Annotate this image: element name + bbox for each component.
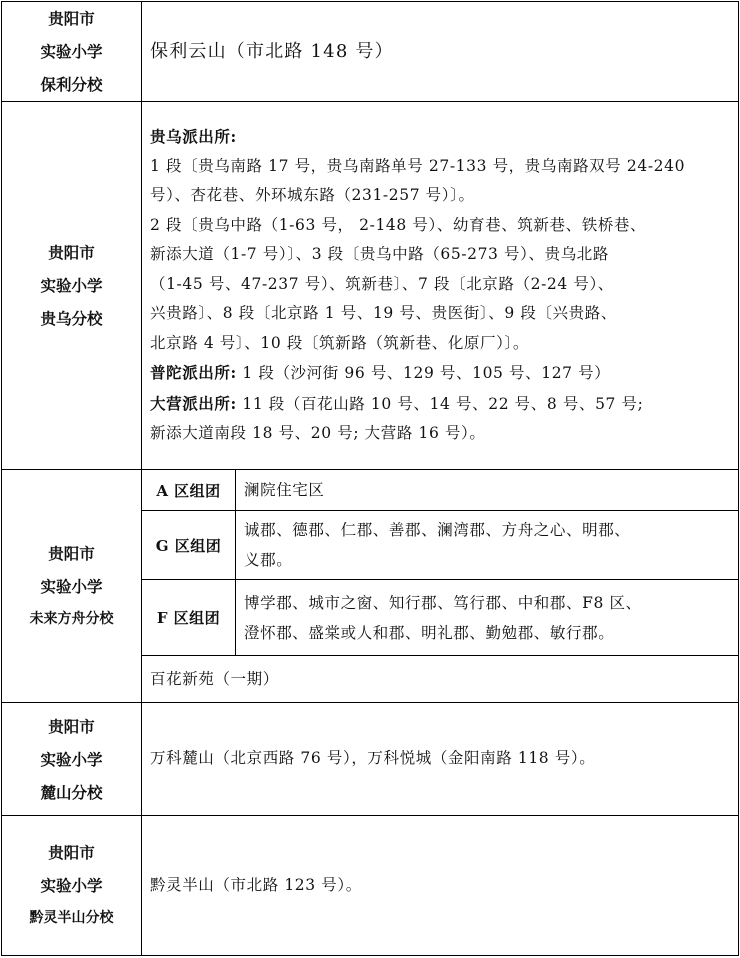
extra-area-cell [142,656,739,703]
extra-area: 百花新苑（一期） [150,670,279,688]
group-label-cell [142,580,236,656]
school-name-cell [2,816,142,956]
group-label: G 区组团 [155,536,222,555]
group-label: F 区组团 [156,609,221,627]
area-line: 2 段〔贵乌中路（1-63 号， 2-148 号）、幼育巷、筑新巷、铁桥巷、 [150,215,647,234]
area-line [150,389,730,420]
school-branch: 保利分校 [40,75,103,94]
group-value-cell [236,470,739,511]
school-name-cell [2,102,142,470]
station-heading: 大营派出所: [150,393,237,413]
area-cell [142,102,739,470]
school-type: 实验小学 [40,576,103,596]
group-value: 诚郡、德郡、仁郡、善郡、澜湾郡、方舟之心、明郡、 [244,521,631,539]
area-line: 北京路 4 号〕、10 段〔筑新路（筑新巷、化原厂）〕。 [150,333,529,352]
table-row [2,703,739,816]
school-branch: 麓山分校 [40,782,103,802]
area-cell [142,2,739,102]
school-city: 贵阳市 [48,243,95,262]
school-branch: 黔灵半山分校 [29,910,114,926]
table-row [2,2,739,102]
area-text: 黔灵半山（市北路 123 号）。 [150,875,362,894]
school-city: 贵阳市 [48,543,95,563]
area-line [150,358,730,389]
area-line: 新添大道南段 18 号、20 号; 大营路 16 号）。 [150,424,486,443]
school-city: 贵阳市 [48,9,95,28]
group-label-cell [142,470,236,511]
group-value: 博学郡、城市之窗、知行郡、笃行郡、中和郡、F8 区、 [244,593,642,612]
group-label: A 区组团 [156,481,221,500]
station-body: 1 段（沙河街 96 号、129 号、105 号、127 号） [236,364,611,383]
school-name-cell [2,470,142,703]
school-type: 实验小学 [40,42,103,61]
group-value: 义郡。 [244,551,293,569]
area-cell [142,703,739,816]
school-city: 贵阳市 [48,716,95,736]
table-row [2,816,739,956]
table-row [2,102,739,470]
station-body: 11 段（百花山路 10 号、14 号、22 号、8 号、57 号; [236,394,644,413]
area-text: 保利云山（市北路 148 号） [150,40,394,62]
area-line: 1 段〔贵乌南路 17 号，贵乌南路单号 27-133 号，贵乌南路双号 24-240 [150,156,686,175]
school-type: 实验小学 [40,876,103,895]
school-city: 贵阳市 [48,843,95,862]
school-branch: 未来方舟分校 [29,610,114,627]
group-value-cell [236,580,739,656]
area-line: 号）、杏花巷、外环城东路（231-257 号）〕。 [150,186,475,205]
group-value: 澜院住宅区 [244,481,325,499]
school-name-cell [2,703,142,816]
group-label-cell [142,511,236,580]
area-line: 新添大道（1-7 号）〕、3 段〔贵乌中路（65-273 号）、贵乌北路 [150,245,609,264]
school-branch: 贵乌分校 [40,309,103,328]
group-value: 澄怀郡、盛棠或人和郡、明礼郡、勤勉郡、敏行郡。 [244,623,615,642]
area-text: 万科麓山（北京西路 76 号），万科悦城（金阳南路 118 号）。 [150,749,596,768]
district-table [1,1,739,956]
station-heading: 普陀派出所: [150,363,237,383]
table-row [2,470,739,511]
school-name-cell [2,2,142,102]
station-heading: 贵乌派出所: [150,127,237,147]
school-type: 实验小学 [40,276,103,295]
area-cell [142,816,739,956]
school-type: 实验小学 [40,749,103,769]
area-line: （1-45 号、47-237 号）、筑新巷〕、7 段〔北京路（2-24 号）、 [150,274,614,293]
group-value-cell [236,511,739,580]
area-line: 兴贵路〕、8 段〔北京路 1 号、19 号、贵医街〕、9 段〔兴贵路、 [150,304,617,323]
